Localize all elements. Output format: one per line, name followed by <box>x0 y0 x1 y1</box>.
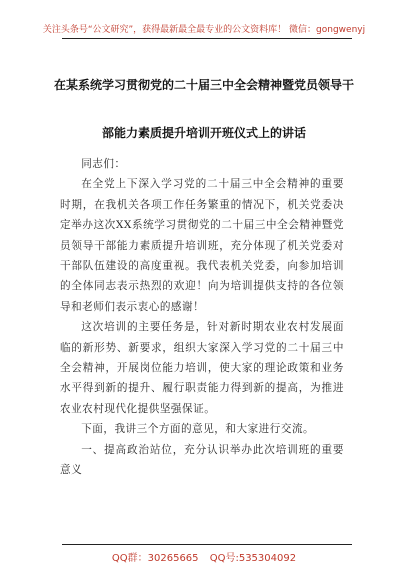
footer-qq-number: QQ号:535304092 <box>209 553 297 564</box>
paragraph-4: 一、提高政治站位，充分认识举办此次培训班的重要意义 <box>60 443 344 477</box>
footer-divider <box>62 544 352 545</box>
paragraph-3: 下面，我讲三个方面的意见，和大家进行交流。 <box>81 423 315 436</box>
header-banner: 关注头条号“公文研究”，获得最新最全最专业的公文资料库！ 微信：gongwenyj <box>42 25 366 35</box>
header-divider <box>62 38 352 39</box>
footer-qq-group: QQ群：30265665 <box>111 553 199 564</box>
paragraph-1: 在全党上下深入学习党的二十届三中全会精神的重要时期，在我机关各项工作任务繁重的情况下，机关党委决定举办这次XX系统学习贯彻党的二十届三中全会精神暨党员领导干部能力素质提升培训班，充分体现了机关党委对干部队伍建设的高度重视。我代表机关党委，向参加培训的全体同志表示热烈的欢迎！向为培训提供支持的各位领导和老师们表示衷心的感谢！ <box>60 178 344 313</box>
document-body <box>60 154 344 481</box>
document-title-line2: 部能力素质提升培训开班仪式上的讲话 <box>101 126 306 140</box>
footer-contact <box>0 549 408 564</box>
document-title-line1: 在某系统学习贯彻党的二十届三中全会精神暨党员领导干 <box>53 78 354 92</box>
paragraph-2: 这次培训的主要任务是，针对新时期农业农村发展面临的新形势、新要求，组织大家深入学习党的二十届三中全会精神，开展岗位能力培训，使大家的理论政策和业务水平得到新的提升、履行职责能力得到新的提高，为推进农业农村现代化提供坚强保证。 <box>60 321 344 415</box>
salutation: 同志们： <box>81 158 126 170</box>
